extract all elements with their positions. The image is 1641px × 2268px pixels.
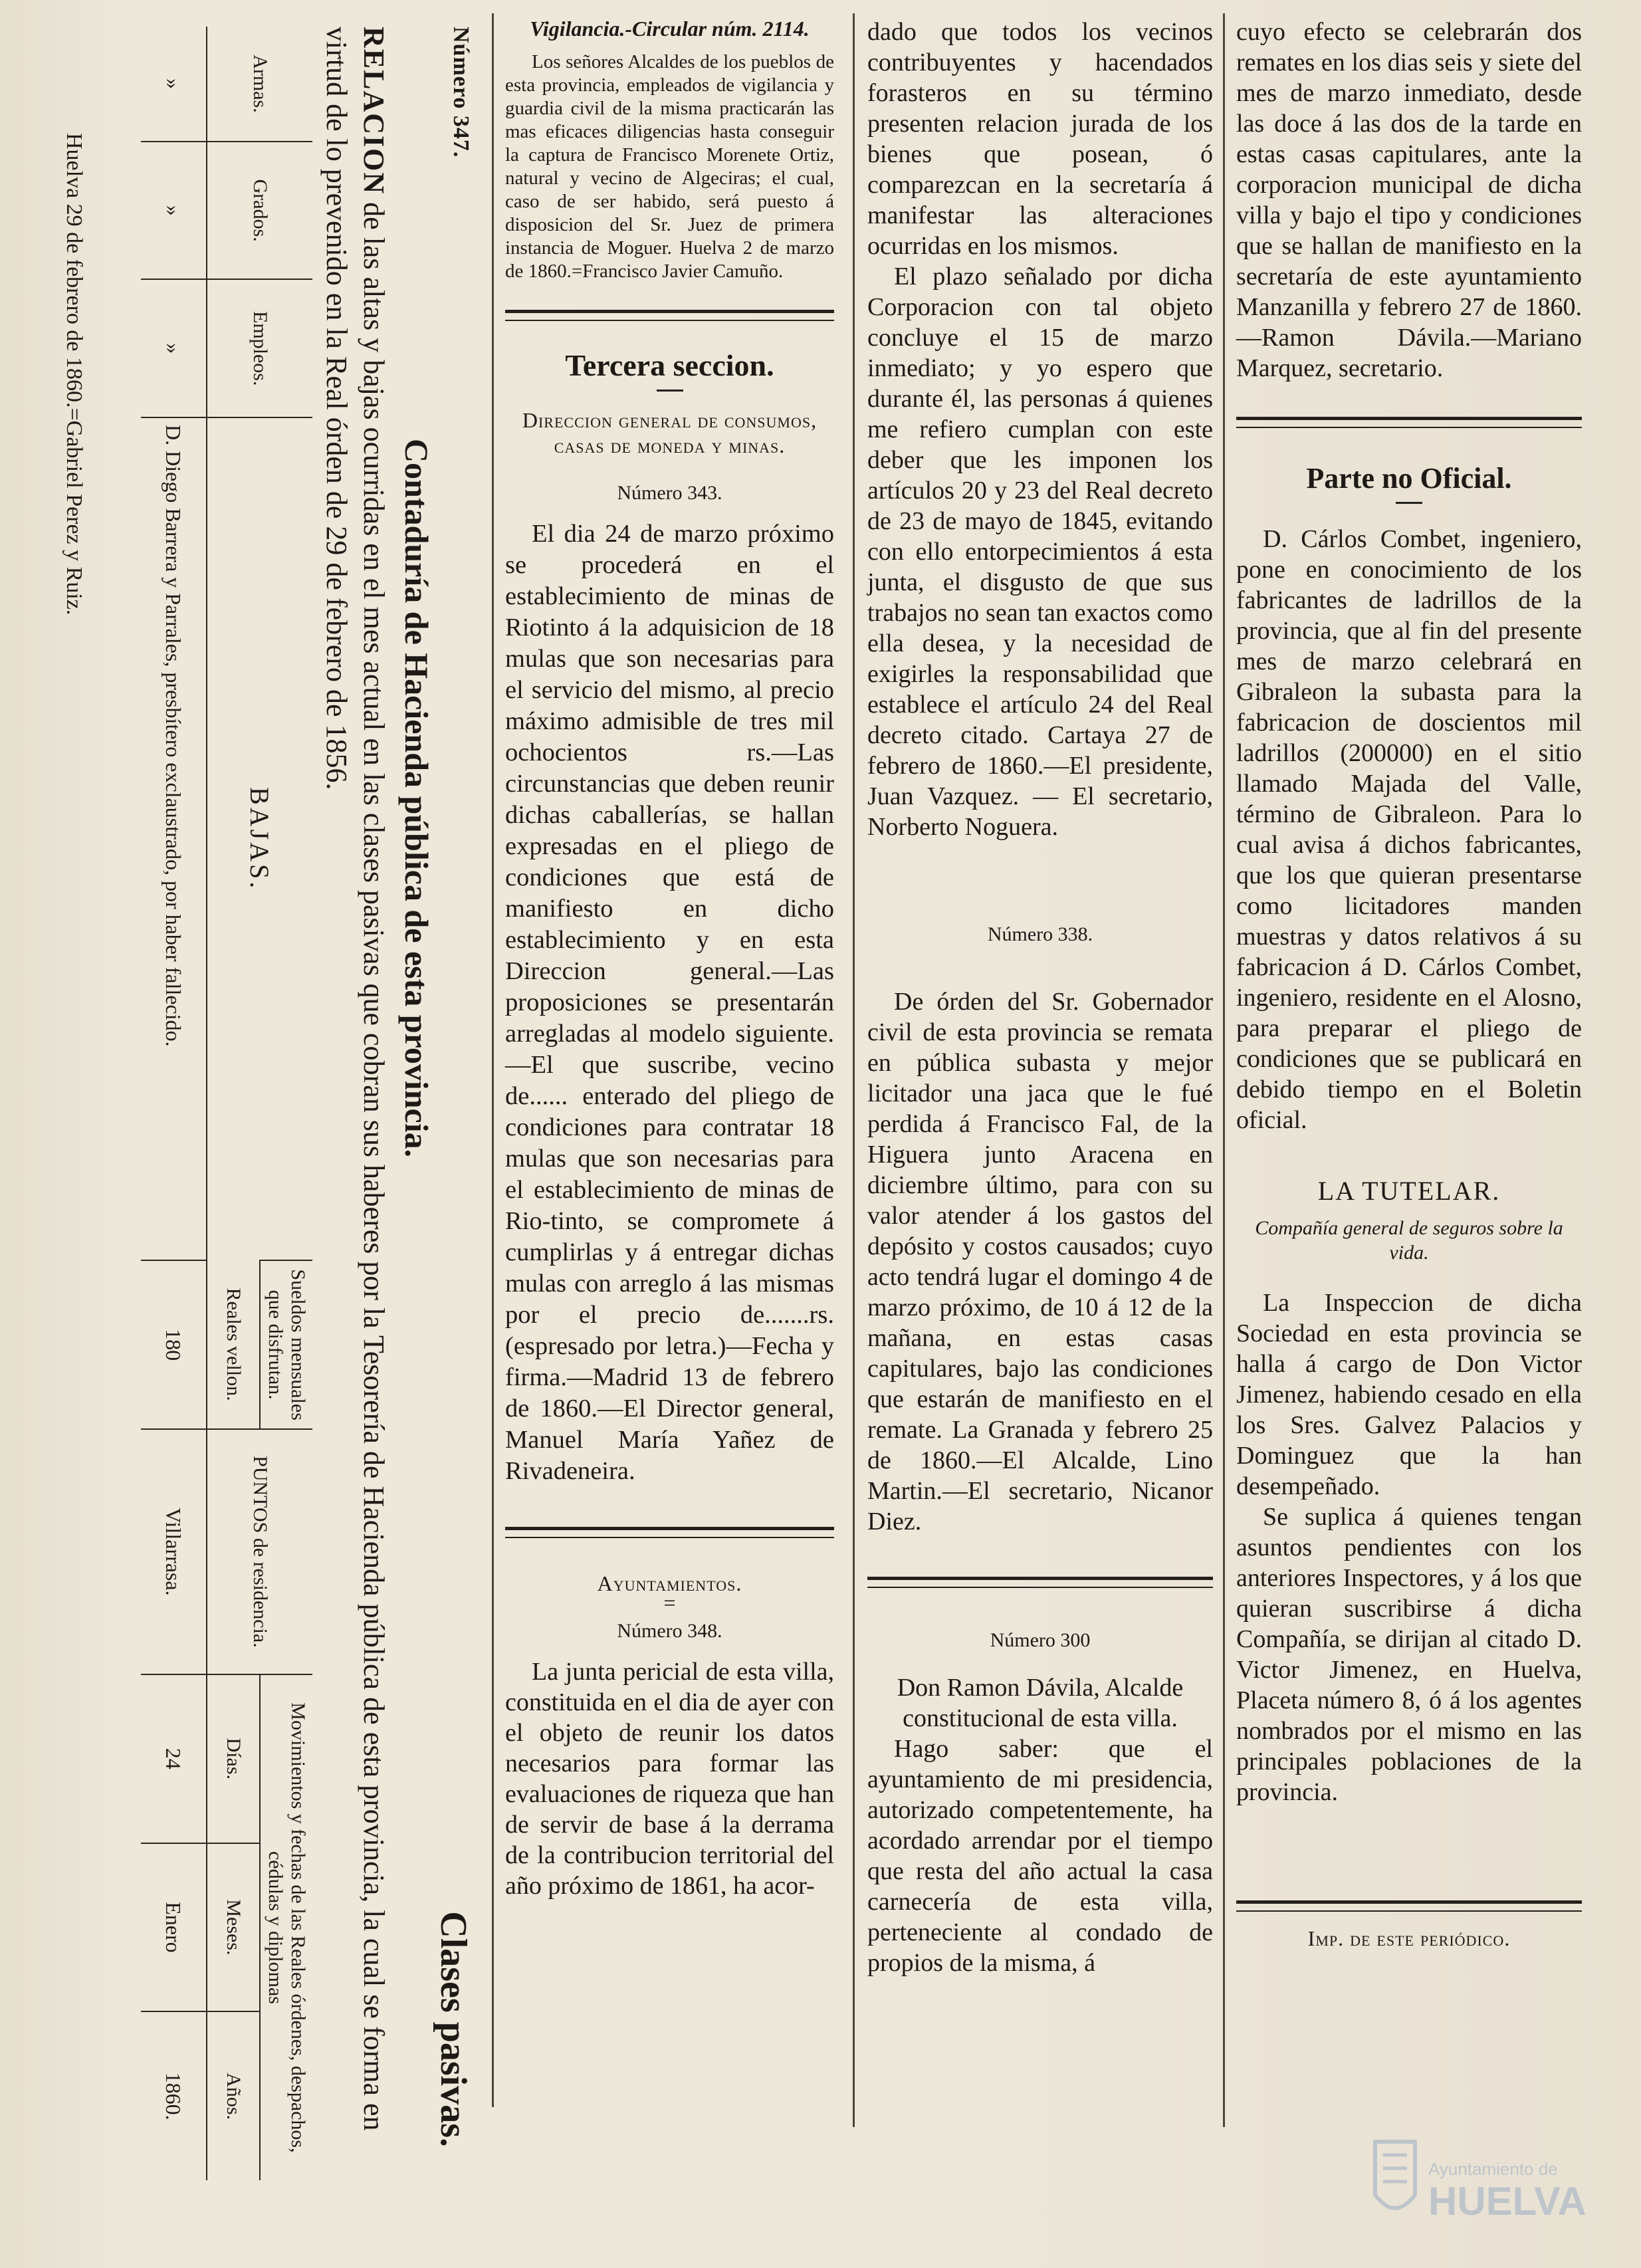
col-armas: Armas. bbox=[207, 27, 312, 142]
cell-bajas: D. Diego Barrera y Parrales, presbítero exclaustrado, por haber fallecido. bbox=[141, 417, 207, 1260]
crest-icon bbox=[1362, 2115, 1601, 2248]
table-row bbox=[141, 27, 207, 2180]
numero-343: Número 343. bbox=[617, 482, 722, 504]
text-300: Hago saber: que el ayuntamiento de mi presidencia, autorizado competentemente, ha acordado arrendar por el tiempo que resta del año actual la casa carnecería de esta villa, perteneciente al condado de propios de la misma, á bbox=[867, 1735, 1213, 1977]
double-rule: = bbox=[663, 1591, 676, 1615]
ayuntamientos-heading: Ayuntamientos. bbox=[597, 1571, 742, 1595]
col-dias: Días. bbox=[207, 1674, 260, 1843]
tutelar-text-2: Se suplica á quienes tengan asuntos pendientes con los anteriores Inspectores, y á los que quieran suscribirse á dicha Compañía, se dirijan al citado D. Victor Jimenez, en Huelva, Placeta número 8, ó á los agentes nombrados por el mismo en las principales poblaciones de la provincia. bbox=[1236, 1503, 1582, 1806]
column-3 bbox=[1236, 17, 1582, 1951]
col-bajas: BAJAS. bbox=[207, 417, 312, 1260]
la-tutelar-heading: LA TUTELAR. bbox=[1317, 1176, 1501, 1206]
text-343: El dia 24 de marzo próximo se procederá en el establecimiento de minas de Riotinto á la adquisicion de 18 mulas que son necesarias para el servicio del mismo, al precio máximo admisible de tres mil ochocientos rs.—Las circunstancias que deben reunir dichas caballerías, se hallan expresadas en el pliego de condiciones que está de manifiesto en dicho establecimiento y en esta Direccion general.—Las proposiciones se presentarán arregladas al modelo siguiente.—El que suscribe, vecino de...... enterado del pliego de condiciones para contratar 18 mulas que son necesarias para el establecimiento de minas de Rio-tinto, se compromete á cumplirlas y á entregar dichas mulas con arreglo á las mismas por el precio de.......rs. (espresado por letra.)—Fecha y firma.—Madrid 13 de febrero de 1860.—El Director general, Manuel María Yañez de Rivadeneira. bbox=[505, 520, 834, 1485]
rotated-column bbox=[0, 0, 479, 2268]
cell-grados: » bbox=[141, 142, 207, 280]
col-sueldos: Sueldos mensuales que disfrutan. bbox=[260, 1260, 312, 1429]
section-rule bbox=[1236, 417, 1582, 428]
compania-subheading: Compañía general de seguros sobre la vida. bbox=[1255, 1217, 1563, 1264]
text-348-continued: dado que todos los vecinos contribuyentes y hacendados forasteros en su término presenten relacion jurada de los bienes que posean, ó comparezcan en la secretaría á manifestar las alteraciones ocurridas en los mismos. bbox=[867, 18, 1213, 260]
section-rule bbox=[505, 310, 834, 321]
col-meses: Meses. bbox=[207, 1843, 260, 2012]
section-rule bbox=[505, 1527, 834, 1538]
column-rule bbox=[1223, 13, 1225, 2127]
text-348-plazo: El plazo señalado por dicha Corporacion con tal objeto concluye el 15 de marzo inmediato; y yo espero que durante él, las personas á quienes me refiero cumplan con este deber que les imponen los artículos 20 y 23 del Real decreto de 23 de mayo de 1845, evitando con ello entorpecimientos á esta junta, el disgusto de que sus trabajos no sean tan exactos como ella desea, y la necesidad de exigirles la responsabilidad que establece el artículo 24 del Real decreto citado. Cartaya 27 de febrero de 1860.—El presidente, Juan Vazquez. — El secretario, Norberto Noguera. bbox=[867, 263, 1213, 841]
text-338: De órden del Sr. Gobernador civil de esta provincia se remata en pública subasta y mejor licitador una jaca que le fué perdida á Francisco Fal, de la Higuera junto Aracena en diciembre último, para con su valor atender á los gastos del depósito y costos causados; cuyo acto tendrá lugar el domingo 4 de marzo próximo, de 10 á 12 de la mañana, en estas casas capitulares, bajo las condiciones que estarán de manifiesto en el remate. La Granada y febrero 25 de 1860.—El Alcalde, Lino Martin.—El secretario, Nicanor Diez. bbox=[867, 988, 1213, 1535]
imprenta-line: Imp. de este periódico. bbox=[1307, 1926, 1511, 1950]
section-rule bbox=[867, 1577, 1213, 1588]
col-empleos: Empleos. bbox=[207, 279, 312, 417]
numero-338: Número 338. bbox=[987, 923, 1093, 945]
col-puntos: PUNTOS de residencia. bbox=[207, 1429, 312, 1674]
watermark-line1: Ayuntamiento de bbox=[1428, 2159, 1558, 2179]
text-348: La junta pericial de esta villa, constituida en el dia de ayer con el objeto de reunir los datos necesarios para formar las evaluaciones de riqueza que han de servir de base á la derrama de la contribucion territorial del año próximo de 1861, ha acor- bbox=[505, 1658, 834, 1900]
numero-300: Número 300 bbox=[990, 1629, 1091, 1651]
cell-puntos: Villarrasa. bbox=[141, 1429, 207, 1674]
rotated-footer: Huelva 29 de febrero de 1860.=Gabriel Perez y Ruiz. bbox=[62, 133, 86, 616]
cell-anos: 1860. bbox=[141, 2011, 207, 2180]
cell-dias: 24 bbox=[141, 1674, 207, 1843]
combet-text: D. Cárlos Combet, ingeniero, pone en conocimiento de los fabricantes de ladrillos de la provincia, que al fin del presente mes de marzo celebrará en Gibraleon la subasta para la fabricacion de doscientos mil ladrillos (200000) en el sitio llamado Majada del Valle, término de Gibraleon. Para lo cual avisa á dichos fabricantes, que los que quieran presentarse como licitadores manden muestras y datos relativos á su fabricacion á D. Cárlos Combet, ingeniero, residente en el Alosno, para preparar el pliego de condiciones que se publicará en debido tiempo en el Boletin oficial. bbox=[1236, 525, 1582, 1134]
cell-reales: 180 bbox=[141, 1260, 207, 1429]
rotated-content bbox=[40, 0, 479, 2247]
tutelar-text-1: La Inspeccion de dicha Sociedad en esta provincia se halla á cargo de Don Victor Jimenez, habiendo cesado en ella los Sres. Galvez Palacios y Dominguez que la han desempeñado. bbox=[1236, 1289, 1582, 1500]
col-grados: Grados. bbox=[207, 142, 312, 280]
short-rule bbox=[657, 390, 683, 392]
column-1 bbox=[505, 17, 834, 1901]
numero-348: Número 348. bbox=[617, 1620, 722, 1642]
clases-pasivas-table bbox=[141, 27, 312, 2180]
vigilancia-text: Los señores Alcaldes de los pueblos de esta provincia, empleados de vigilancia y guardia civil de la misma practicarán las mas eficaces diligencias hasta conseguir la captura de Francisco Morenete Ortiz, natural y vecino de Algeciras; el cual, caso de ser habido, será puesto á disposicion del Sr. Juez de primera instancia de Moguer. Huelva 2 de marzo de 1860.=Francisco Javier Camuño. bbox=[505, 51, 834, 282]
parte-no-oficial-heading: Parte no Oficial. bbox=[1306, 462, 1512, 495]
relacion-rest: de las altas y bajas ocurridas en el mes actual en las clases pasivas que cobran sus haberes por la Tesorería de Hacienda pública de esta provincia, la cual se forma en virtud de lo prevenido en la Real órden de 29 de febrero de 1856. bbox=[320, 27, 390, 2131]
column-2 bbox=[867, 17, 1213, 1978]
relacion-lead: RELACION bbox=[358, 27, 390, 195]
clases-pasivas-heading: Clases pasivas. bbox=[433, 1911, 474, 2147]
cell-armas: » bbox=[162, 78, 186, 89]
column-rule bbox=[853, 13, 855, 2127]
short-rule bbox=[1396, 502, 1422, 504]
cell-empleos: » bbox=[141, 279, 207, 417]
col-anos: Años. bbox=[207, 2011, 260, 2180]
watermark-line2: HUELVA bbox=[1428, 2179, 1586, 2223]
direccion-heading: Direccion general de consumos, casas de moneda y minas. bbox=[522, 408, 818, 457]
rotated-number: Número 347. bbox=[449, 27, 473, 158]
section-rule bbox=[1236, 1900, 1582, 1912]
tercera-seccion-heading: Tercera seccion. bbox=[565, 348, 774, 382]
contaduria-heading: Contaduría de Hacienda pública de esta provincia. bbox=[398, 439, 435, 1158]
col-movimientos: Movimientos y fechas de las Reales órdenes, despachos, cédulas y diplomas bbox=[260, 1674, 312, 2180]
vigilancia-heading: Vigilancia.-Circular núm. 2114. bbox=[530, 17, 810, 41]
cell-meses: Enero bbox=[141, 1843, 207, 2012]
ayuntamiento-huelva-watermark bbox=[1362, 2115, 1601, 2248]
text-300-continued: cuyo efecto se celebrarán dos remates en los dias seis y siete del mes de marzo inmediato, desde las doce á las dos de la tarde en estas casas capitulares, ante la corporacion municipal de dicha villa y bajo el tipo y condiciones que se hallan de manifiesto en la secretaría de este ayuntamiento Manzanilla y febrero 27 de 1860.—Ramon Dávila.—Mariano Marquez, secretario. bbox=[1236, 18, 1582, 382]
column-rule bbox=[492, 13, 494, 2107]
relacion-text bbox=[318, 27, 392, 2180]
title-300: Don Ramon Dávila, Alcalde constitucional de esta villa. bbox=[897, 1674, 1184, 1732]
col-reales: Reales vellon. bbox=[207, 1260, 260, 1429]
